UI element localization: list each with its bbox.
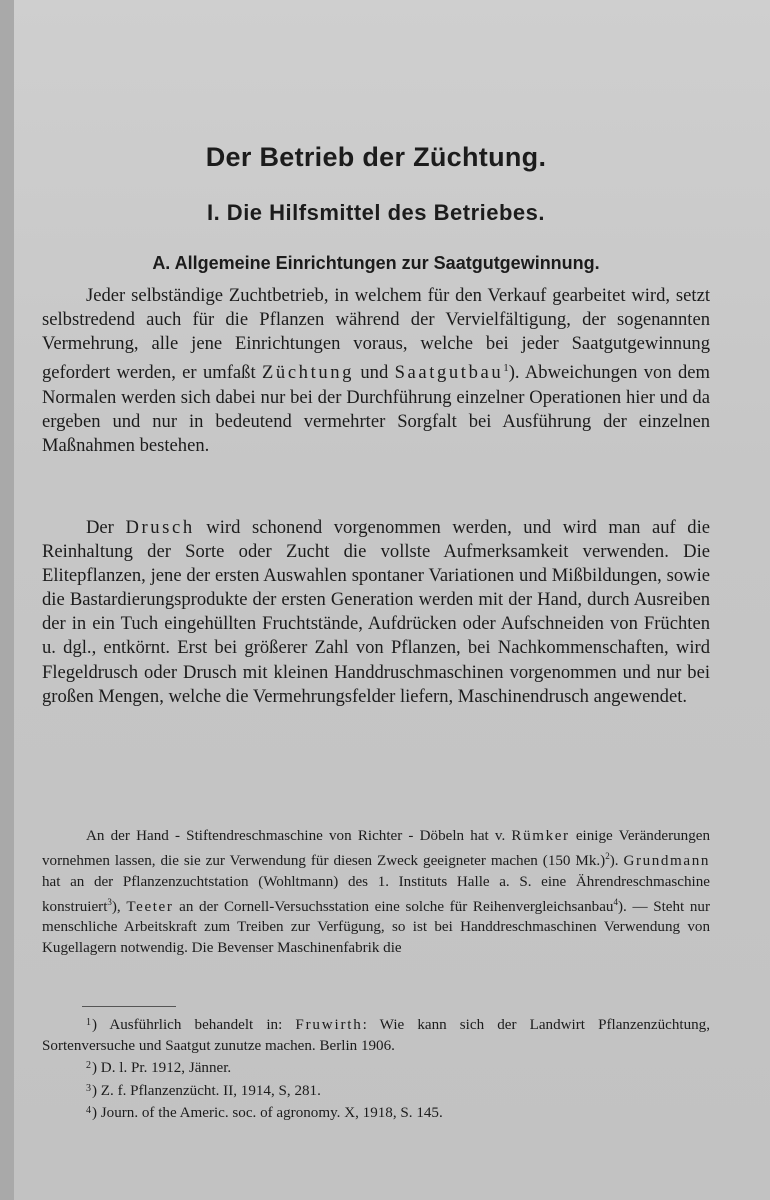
footnote-4-text: ) Journ. of the Americ. soc. of agronomy. X, 1918, S. 145.: [92, 1105, 443, 1122]
footnote-1-mark: 1: [86, 1017, 91, 1028]
footnotes: [42, 1013, 710, 1124]
paragraph-1: [42, 284, 710, 458]
name-fruwirth: Fruwirth: [295, 1017, 363, 1033]
footnote-3-text: ) Z. f. Pflanzenzücht. II, 1914, S, 281.: [92, 1082, 321, 1099]
page-edge-shadow: [0, 0, 14, 1200]
small-text-e: ).: [609, 853, 624, 870]
footnote-4: [42, 1101, 710, 1124]
footnote-1-text-a: ) Ausführlich behandelt in:: [92, 1017, 296, 1033]
footnote-2: [42, 1056, 710, 1079]
footnote-ref-3: 3: [107, 896, 112, 907]
paragraph-1-text-c: und: [354, 362, 395, 384]
footnote-divider: [82, 1006, 176, 1007]
footnote-1-text-c: : Wie kann sich der Landwirt Pflanzenzüchtung, Sortenversuche und Saatgut zunutze machen. Berlin 1906.: [42, 1017, 710, 1054]
paragraph-2-text-a: Der: [86, 517, 126, 538]
footnote-2-text: ) D. l. Pr. 1912, Jänner.: [92, 1060, 232, 1077]
paragraph-1-text-a: Jeder selbständige Zuchtbetrieb, in welchem für den Verkauf gearbeitet wird, setzt selbstredend auch für die Pflanzen während der Vervielfältigung, der sogenannten Vermehrung, alle jene Einrichtungen voraus, welche bei jeder Saatgutgewinnung gefordert werden, er umfaßt: [42, 285, 710, 384]
footnote-3: [42, 1079, 710, 1102]
footnote-4-mark: 4: [86, 1105, 91, 1117]
footnote-1: [42, 1013, 710, 1056]
footnote-ref-1: 1: [503, 362, 509, 375]
paragraph-2: [42, 516, 710, 709]
term-zuechtung: Züchtung: [261, 362, 355, 384]
small-text-i: ),: [111, 898, 127, 915]
footnote-ref-2: 2: [605, 851, 610, 862]
small-text-c: einige Veränderungen vornehmen lassen, die sie zur Verwendung für diesen Zweck geeigneter machen (150 Mk.): [42, 828, 710, 870]
small-text-g: hat an der Pflanzenzuchtstation (Wohltmann) des 1. Instituts Halle a. S. eine Ährendreschmaschine konstruiert: [42, 873, 710, 915]
small-text-k: an der Cornell-Versuchsstation eine solche für Reihenvergleichsanbau: [173, 898, 614, 915]
chapter-subtitle: I. Die Hilfsmittel des Betriebes.: [206, 200, 546, 225]
paragraph-2-text-c: wird schonend vorgenommen werden, und wird man auf die Reinhaltung der Sorte oder Zucht die vollste Aufmerksamkeit verwenden. Die Elitepflanzen, jene der ersten Auswahlen spontaner Variationen und Mißbildungen, sowie die Bastardierungsprodukte der ersten Generation werden mit der Hand, durch Ausreiben der in ein Tuch eingehüllten Fruchtstände, Aufdrücken oder Aufschneiden von Früchten u. dgl., entkörnt. Erst bei größerer Zahl von Pflanzen, bei Nachkommenschaften, wird Flegeldrusch oder Drusch mit kleinen Handdruschmaschinen vorgenommen und nur bei großen Mengen, welche die Vermehrungsfelder liefern, Maschinendrusch angewendet.: [42, 517, 710, 707]
footnote-ref-4: 4: [613, 896, 618, 907]
paragraph-1-text-f: ). Abweichungen von dem Normalen werden sich dabei nur bei der Durchführung einzelner Operationen hier und da ergeben und nur in bedeutend vermehrter Sorgfalt bei Ausführung der einzelnen Maßnahmen bestehen.: [42, 362, 710, 456]
footnote-2-mark: 2: [86, 1060, 91, 1072]
name-teeter: Teeter: [126, 898, 174, 915]
chapter-title: Der Betrieb der Züchtung.: [205, 142, 547, 172]
section-heading: A. Allgemeine Einrichtungen zur Saatgutgewinnung.: [152, 253, 600, 273]
name-grundmann: Grundmann: [623, 853, 710, 870]
term-saatgutbau: Saatgutbau: [394, 362, 504, 384]
small-print-paragraph: [42, 826, 710, 958]
footnote-3-mark: 3: [86, 1082, 91, 1094]
name-ruemker: Rümker: [511, 828, 570, 844]
small-text-a: An der Hand - Stiftendreschmaschine von Richter - Döbeln hat v.: [86, 828, 512, 844]
small-text-m: ). — Steht nur menschliche Arbeitskraft zum Treiben zur Verfügung, so ist bei Handdreschmaschinen Verwendung von Kugellagern notwendig. Die Bevenser Maschinenfabrik die: [42, 898, 710, 956]
term-drusch: Drusch: [125, 517, 195, 538]
